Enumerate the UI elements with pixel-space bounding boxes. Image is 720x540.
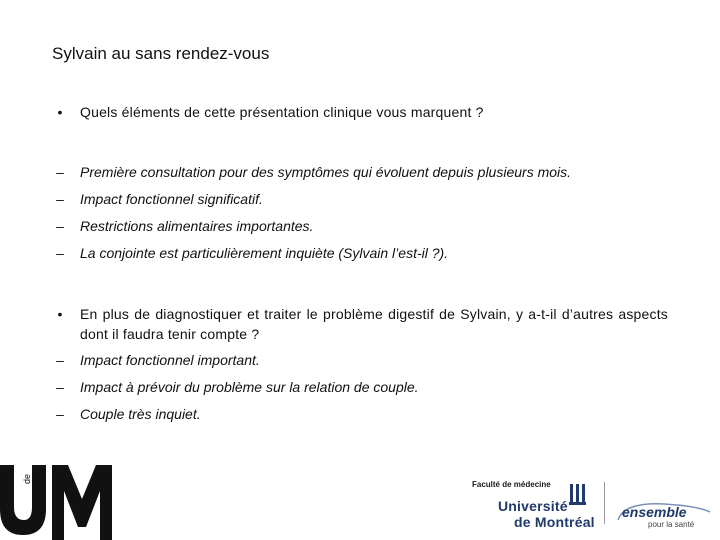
dash-marker: – [56,406,64,422]
ensemble-logo [614,498,714,532]
answer-text: Impact à prévoir du problème sur la relation de couple. [80,379,419,395]
bullet-marker: • [57,104,63,120]
dash-marker: – [56,379,64,395]
question-text: En plus de diagnostiquer et traiter le problème digestif de Sylvain, y a-t-il d’autres aspects dont il faudra tenir compte ? [80,306,668,342]
udem-shield-icon [568,484,588,510]
dash-marker: – [56,352,64,368]
ensemble-tagline: pour la santé [648,520,695,529]
dash-marker: – [56,245,64,261]
footer-divider [604,482,605,524]
udem-wordmark [470,478,620,533]
university-name-line1: Université [498,498,568,514]
slide-title: Sylvain au sans rendez-vous [52,44,270,63]
svg-text:de: de [22,473,32,484]
ensemble-word: ensemble [622,504,687,520]
faculty-label: Faculté de médecine [472,480,551,489]
question-text: Quels éléments de cette présentation clinique vous marquent ? [80,104,484,120]
answer-text: Impact fonctionnel important. [80,352,260,368]
answer-text: Couple très inquiet. [80,406,201,422]
answer-text: Première consultation pour des symptômes qui évoluent depuis plusieurs mois. [80,164,572,180]
answer-text: Restrictions alimentaires importantes. [80,218,314,234]
dash-marker: – [56,164,64,180]
dash-marker: – [56,191,64,207]
bullet-marker: • [57,306,63,322]
dash-marker: – [56,218,64,234]
answer-text: Impact fonctionnel significatif. [80,191,263,207]
udem-um-logo [0,465,120,540]
university-name-line2: de Montréal [514,514,595,530]
answer-text: La conjointe est particulièrement inquiète (Sylvain l’est-il ?). [80,245,449,261]
